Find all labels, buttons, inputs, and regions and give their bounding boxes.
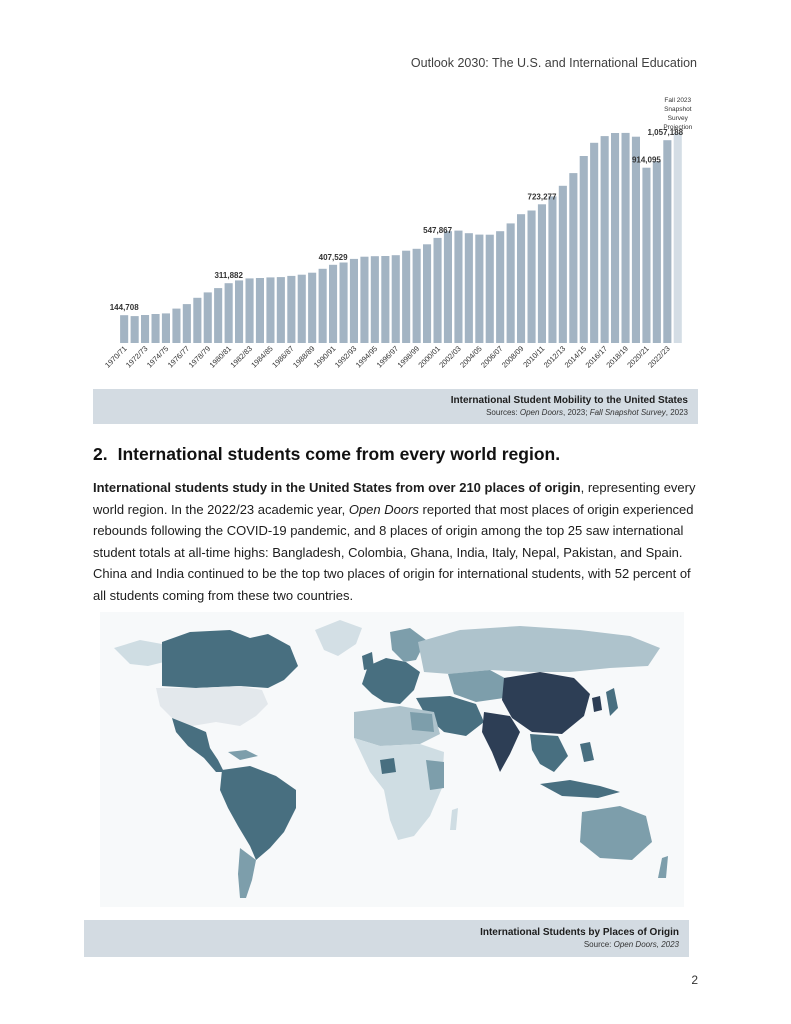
bar-2020-21: [642, 168, 650, 343]
bar-2018-19: [622, 133, 630, 343]
bar-1983-84: [256, 278, 264, 343]
bar-1985-86: [277, 277, 285, 343]
projection-label-line: Survey: [667, 115, 688, 122]
section-number: 2.: [93, 444, 108, 464]
map-region-philippines: [580, 742, 594, 762]
page-number: 2: [691, 973, 698, 987]
chart-sources: Sources: Open Doors, 2023; Fall Snapshot Survey, 2023: [486, 408, 688, 417]
bar-1988-89: [308, 273, 316, 343]
bar-1971-72: [131, 316, 139, 343]
bar-2002-03: [454, 231, 462, 343]
x-tick-label: 1974/75: [144, 344, 171, 370]
bar-1995-96: [381, 256, 389, 343]
bar-1998-99: [413, 249, 421, 343]
bar-2009-10: [528, 211, 536, 344]
bar-1972-73: [141, 315, 149, 343]
projection-label-line: Projection: [663, 124, 693, 131]
map-region-caribbean: [228, 750, 258, 760]
x-tick-label: 1994/95: [353, 344, 380, 370]
bar-2016-17: [601, 136, 609, 343]
projection-label-line: Snapshot: [664, 106, 692, 113]
bar-2014-15: [580, 156, 588, 343]
x-tick-label: 2002/03: [437, 344, 463, 370]
running-header: Outlook 2030: The U.S. and International Education: [410, 56, 697, 70]
bar-1990-91: [329, 265, 337, 343]
bar-Fall-2023: [674, 133, 682, 343]
x-tick-label: 1976/77: [165, 344, 192, 370]
bar-1987-88: [298, 275, 306, 343]
value-label: 1,057,188: [647, 128, 684, 138]
map-title: International Students by Places of Origin: [480, 927, 679, 938]
value-label: 311,882: [214, 271, 243, 281]
map-region-alaska: [114, 640, 164, 666]
bar-2017-18: [611, 133, 619, 343]
bar-1997-98: [402, 251, 410, 343]
map-region-korea: [592, 696, 602, 712]
chart-caption: [93, 389, 698, 424]
bar-2007-08: [507, 223, 515, 343]
bar-1980-81: [225, 283, 233, 343]
bar-1975-76: [172, 309, 180, 343]
map-region-australia: [580, 806, 652, 860]
x-tick-label: 2000/01: [416, 344, 443, 370]
x-tick-label: 1992/93: [332, 344, 359, 370]
map-region-south-america-south: [238, 848, 256, 898]
value-label: 914,095: [631, 155, 661, 165]
bar-1984-85: [266, 277, 274, 343]
bar-2019-20: [632, 137, 640, 343]
bar-2000-01: [434, 238, 442, 343]
bar-2004-05: [475, 235, 483, 343]
bar-1973-74: [152, 314, 160, 343]
x-tick-label: 2008/09: [499, 344, 526, 370]
value-label: 407,529: [318, 252, 348, 262]
x-tick-label: 2006/07: [479, 344, 505, 370]
bar-1991-92: [340, 263, 348, 344]
bar-2010-11: [538, 204, 546, 343]
x-tick-label: 2014/15: [562, 344, 589, 370]
bar-1977-78: [193, 298, 201, 343]
map-region-madagascar: [450, 808, 458, 830]
x-tick-label: 1996/97: [374, 344, 401, 370]
x-tick-label: 1986/87: [270, 344, 296, 370]
x-tick-labels-layer: [103, 344, 672, 370]
map-region-russia: [418, 626, 660, 674]
bar-2001-02: [444, 231, 452, 343]
x-tick-label: 2020/21: [625, 344, 651, 370]
bar-2022-23: [663, 140, 671, 343]
bar-1989-90: [319, 269, 327, 343]
map-source: Source: Open Doors, 2023: [583, 940, 679, 949]
bar-2012-13: [559, 186, 567, 343]
section-title: International students come from every world region.: [117, 444, 561, 464]
value-label: 723,277: [527, 192, 557, 202]
x-tick-label: 2018/19: [604, 344, 631, 370]
chart-title: International Student Mobility to the United States: [450, 395, 688, 406]
map-region-mexico: [172, 718, 224, 772]
map-region-nigeria: [380, 758, 396, 774]
map-caption: [84, 920, 689, 957]
bar-1979-80: [214, 288, 222, 343]
bar-2006-07: [496, 231, 504, 343]
map-region-canada: [162, 630, 298, 688]
map-region-egypt: [410, 712, 434, 732]
bar-1982-83: [246, 278, 254, 343]
bar-1978-79: [204, 292, 212, 343]
x-tick-label: 2012/13: [541, 344, 568, 370]
student-mobility-chart: [93, 90, 698, 390]
bar-2003-04: [465, 233, 473, 343]
x-tick-label: 1970/71: [103, 344, 129, 370]
x-tick-label: 1990/91: [311, 344, 338, 370]
x-tick-label: 1972/73: [123, 344, 150, 370]
bar-2015-16: [590, 143, 598, 343]
x-tick-label: 2016/17: [583, 344, 610, 370]
x-tick-label: 1978/79: [186, 344, 213, 370]
map-region-uk: [362, 652, 374, 670]
bar-1970-71: [120, 315, 128, 343]
x-tick-label: 1988/89: [291, 344, 317, 370]
bar-2005-06: [486, 235, 494, 343]
map-region-new-zealand: [658, 856, 668, 878]
section-heading: [93, 444, 560, 465]
value-label: 547,867: [423, 225, 453, 235]
bar-1981-82: [235, 280, 243, 343]
map-region-india: [482, 712, 520, 772]
bar-1976-77: [183, 304, 191, 343]
bar-1994-95: [371, 256, 379, 343]
bar-2013-14: [569, 173, 577, 343]
x-tick-label: 1984/85: [249, 344, 275, 370]
projection-label-layer: [663, 97, 692, 131]
bar-1986-87: [287, 276, 295, 343]
map-region-southeast-asia: [530, 734, 568, 772]
value-label: 144,708: [109, 303, 139, 313]
map-region-indonesia: [540, 780, 620, 798]
world-map-svg: [100, 612, 684, 907]
projection-label-line: Fall 2023: [664, 97, 692, 104]
body-paragraph: International students study in the United States from over 210 places of origin, representing every world region. In the 2022/23 academic year, Open Doors reported that most places of origin experienced rebounds following the COVID-19 pandemic, and 8 places of origin among the top 25 saw international student totals at all-time highs: Bangladesh, Colombia, Ghana, India, Italy, Nepal, Pakistan, and Spain. China and India continued to be the top two places of origin for international students, with 52 percent of all students coming from these two countries.: [93, 480, 696, 603]
x-tick-label: 1982/83: [228, 344, 255, 370]
bar-1992-93: [350, 259, 358, 343]
x-tick-label: 1998/99: [395, 344, 422, 370]
bar-1999-00: [423, 244, 431, 343]
bar-1996-97: [392, 255, 400, 343]
x-tick-label: 2022/23: [646, 344, 672, 370]
bars-layer: [120, 133, 682, 343]
bar-2008-09: [517, 214, 525, 343]
bar-1974-75: [162, 313, 170, 343]
map-region-greenland: [315, 620, 362, 656]
bar-2021-22: [653, 161, 661, 343]
x-tick-label: 2004/05: [458, 344, 484, 370]
map-region-japan: [606, 688, 618, 716]
bar-2011-12: [548, 196, 556, 343]
x-tick-label: 2010/11: [521, 344, 547, 370]
bar-1993-94: [360, 257, 368, 343]
world-map: [100, 612, 684, 907]
map-region-south-america-north: [220, 766, 296, 860]
x-tick-label: 1980/81: [207, 344, 234, 370]
